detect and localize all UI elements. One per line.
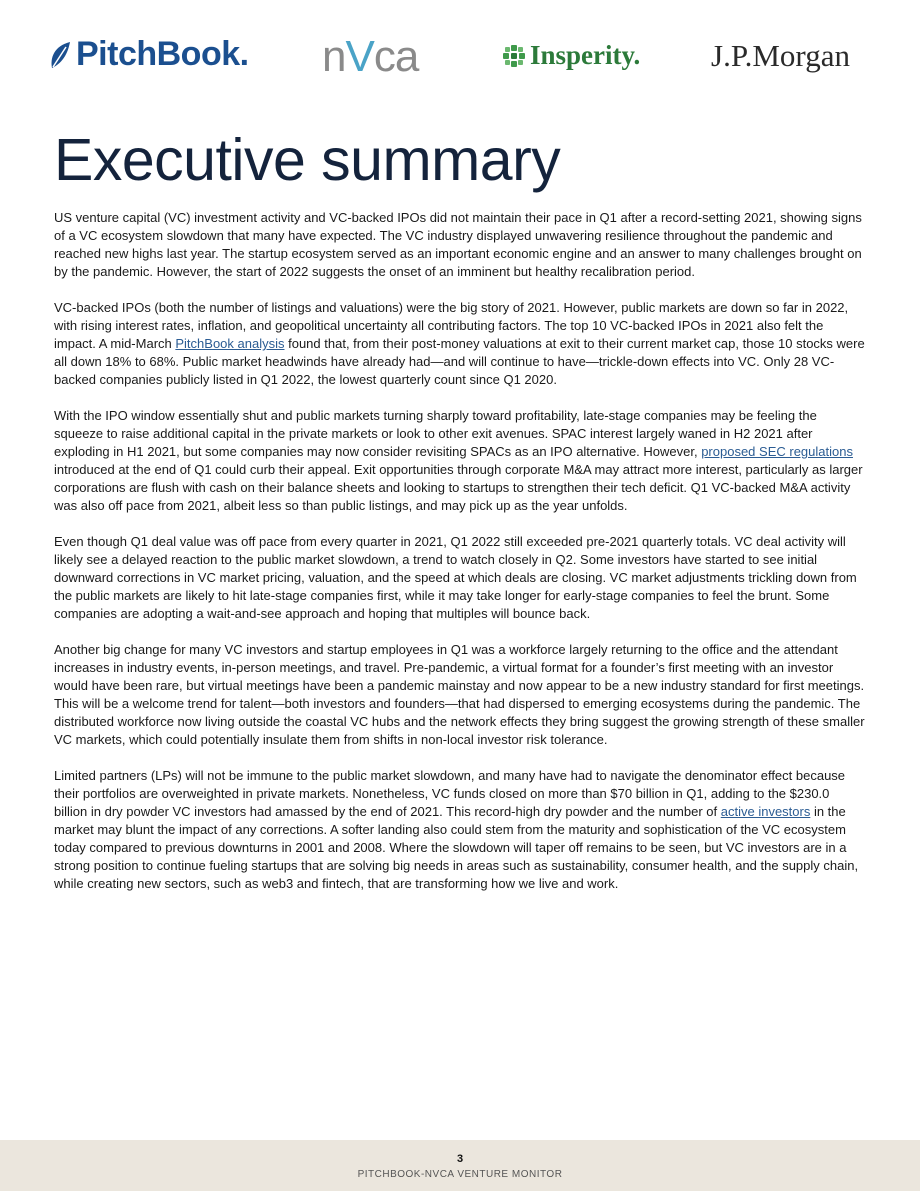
page-number: 3 [456, 1153, 464, 1165]
nvca-logo-ca: ca [373, 32, 419, 81]
paragraph-5: Another big change for many VC investors and startup employees in Q1 was a workforce largely returning to the office and the attendant increases in industry events, in-person meetings, and travel. Pre-pandemic, a virtual format for a founder’s first meeting with an investor would have been rare, but virtual meetings have been a pandemic mainstay and now appear to be a new industry standard for first meetings. This will be a welcome trend for talent—both investors and founders—that had dispersed to emerging ecosystems during the pandemic. The distributed workforce now living outside the coastal VC hubs and the network effects they bring suggest the growing strength of these smaller VC markets, which could potentially insulate them from shifts in non-local investor risk tolerance. [54, 642, 865, 747]
page-title: Executive summary [54, 127, 561, 193]
sec-regulations-link[interactable]: proposed SEC regulations [701, 444, 853, 459]
paragraph-6-text-a: Limited partners (LPs) will not be immune to the public market slowdown, and many have had to navigate the denominator effect because their portfolios are overweighted in private markets. Nonetheless, VC funds closed on more than $70 billion in Q1, adding to the $230.0 billion in dry powder VC investors had amassed by the end of 2021. This record-high dry powder and the number of [54, 768, 846, 819]
pitchbook-logo [48, 35, 249, 74]
jpmorgan-logo-text: J.P.Morgan [711, 38, 850, 73]
paragraph-3 [54, 407, 866, 515]
insperity-mark-icon [502, 44, 526, 68]
paragraph-3-text-b: introduced at the end of Q1 could curb their appeal. Exit opportunities through corporate M&A may attract more interest, particularly as larger corporations are flush with cash on their balance sheets and looking to startups to strengthen their tech deficit. Q1 VC-backed M&A activity was also off pace from 2021, albeit less so than public listings, and may pick up as the year unfolds. [54, 462, 863, 513]
insperity-logo [502, 40, 640, 71]
nvca-logo [322, 32, 418, 82]
paragraph-6-text-b: in the market may blunt the impact of any corrections. A softer landing also could stem from the maturity and sophistication of the VC ecosystem today compared to previous downturns in 2001 and 2008. Where the slowdown will taper off remains to be seen, but VC investors are in a strong position to continue fueling startups that are solving big needs in areas such as sustainability, consumer health, and the supply chain, while creating new sectors, such as web3 and fintech, that are transforming how we live and work. [54, 804, 859, 891]
nvca-logo-v: V [345, 32, 374, 81]
paragraph-3-text-a: With the IPO window essentially shut and public markets turning sharply toward profitability, late-stage companies may be feeling the squeeze to raise additional capital in the private markets or look to other exit avenues. SPAC interest largely waned in H2 2021 after exploding in H1 2021, but some companies may now consider revisiting SPACs as an IPO alternative. However, [54, 408, 817, 459]
jpmorgan-logo [711, 38, 850, 74]
insperity-logo-text: Insperity. [530, 40, 641, 70]
paragraph-4: Even though Q1 deal value was off pace from every quarter in 2021, Q1 2022 still exceeded pre-2021 quarterly totals. VC deal activity will likely see a delayed reaction to the public market slowdown, a trend to watch closely in Q2. Some investors have started to see initial downward corrections in VC market pricing, valuation, and the speed at which deals are closing. VC market adjustments trickling down from the public markets are likely to hit late-stage companies first, while it may take longer for early-stage companies to feel the brunt. Some companies are adopting a wait-and-see approach and hoping that multiples will bounce back. [54, 534, 857, 621]
active-investors-link[interactable]: active investors [720, 804, 811, 819]
partner-logos [0, 30, 920, 90]
nvca-logo-n: n [322, 32, 346, 81]
leaf-icon [48, 40, 72, 70]
paragraph-1: US venture capital (VC) investment activity and VC-backed IPOs did not maintain their pace in Q1 after a record-setting 2021, showing signs of a VC ecosystem slowdown that many have expected. The VC industry displayed unwavering resilience throughout the pandemic and reached new highs last year. The startup ecosystem served as an important economic engine and an answer to many challenges brought on by the pandemic. However, the start of 2022 suggests the onset of an imminent but healthy recalibration period. [54, 210, 862, 279]
paragraph-2-text-b: found that, from their post-money valuations at exit to their current market cap, those 10 stocks were all down 18% to 68%. Public market headwinds have already had—and will continue to have—trickle-down effects into VC. Only 28 VC-backed companies publicly listed in Q1 2022, the lowest quarterly count since Q1 2020. [54, 336, 865, 387]
paragraph-6 [54, 767, 866, 893]
publication-title: PITCHBOOK-NVCA VENTURE MONITOR [357, 1169, 563, 1180]
paragraph-2 [54, 299, 866, 389]
paragraph-2-text-a: VC-backed IPOs (both the number of listings and valuations) were the big story of 2021. However, public markets are down so far in 2022, with rising interest rates, inflation, and geopolitical uncertainty all contributing factors. The top 10 VC-backed IPOs in 2021 also felt the impact. A mid-March [54, 300, 849, 351]
page-footer [0, 1140, 920, 1191]
pitchbook-logo-text: PitchBook. [76, 35, 249, 73]
pitchbook-analysis-link[interactable]: PitchBook analysis [175, 336, 285, 351]
summary-body [54, 209, 866, 911]
